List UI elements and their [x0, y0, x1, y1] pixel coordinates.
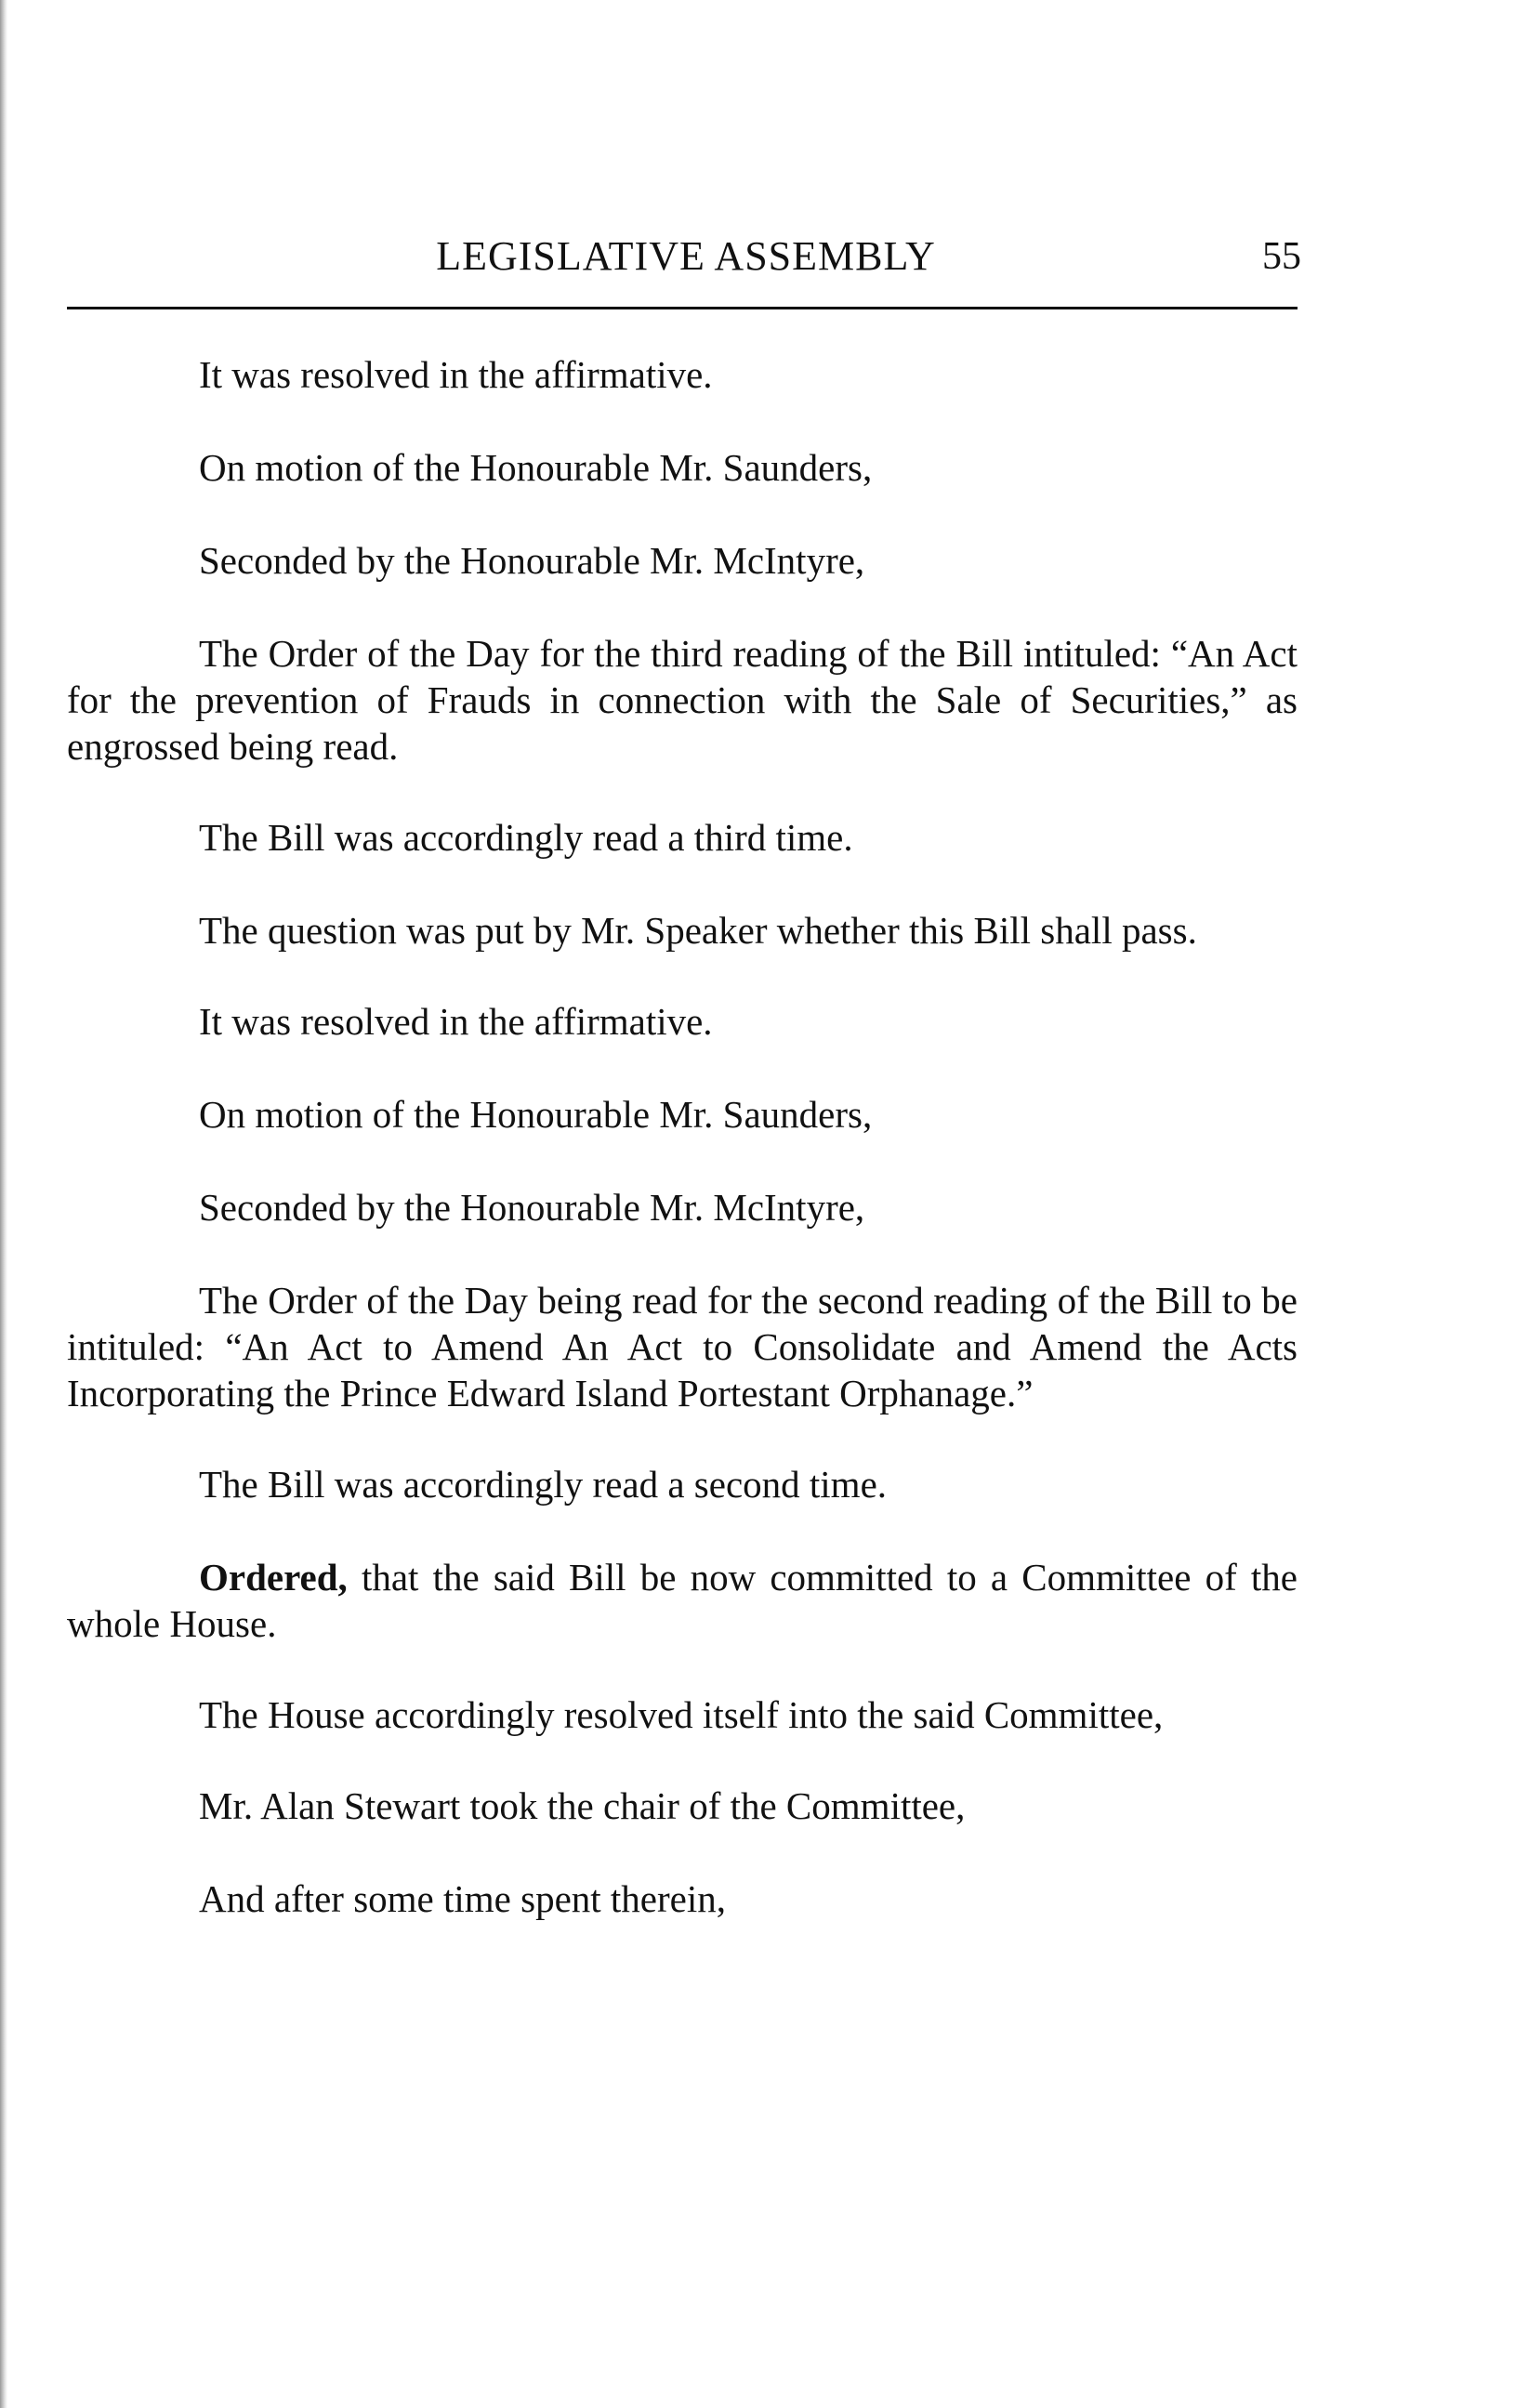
paragraph-text: The Bill was accordingly read a second time.	[199, 1463, 888, 1506]
paragraph-read-second-time	[67, 1461, 1298, 1507]
header-rule	[67, 307, 1298, 309]
paragraph-text: On motion of the Honourable Mr. Saunders,	[199, 1093, 873, 1136]
paragraph-ordered-committed	[67, 1554, 1298, 1647]
paragraph-read-third-time	[67, 814, 1298, 861]
paragraph-time-spent	[67, 1875, 1298, 1922]
paragraph-text: It was resolved in the affirmative.	[199, 1000, 713, 1043]
paragraph-text: The Bill was accordingly read a third time.	[199, 816, 853, 859]
paragraph-order-third-reading	[67, 630, 1298, 770]
paragraph-order-second-reading	[67, 1277, 1298, 1416]
paragraph-text: that the said Bill be now committed to a Committee of the whole House.	[67, 1556, 1298, 1645]
paragraph-text: The House accordingly resolved itself into the said Committee,	[199, 1693, 1164, 1736]
paragraph-text: On motion of the Honourable Mr. Saunders,	[199, 446, 873, 489]
paragraph-text: The Order of the Day for the third reading of the Bill intituled: “An Act for the prevention of Frauds in connection with the Sale of Securities,” as engrossed being read.	[67, 632, 1298, 768]
paragraph-text: The Order of the Day being read for the second reading of the Bill to be intituled: “An Act to Amend An Act to Consolidate and Amend the Acts Incorporating the Prince Edward Island Portestant Orphanage.”	[67, 1279, 1298, 1415]
page-number: 55	[1262, 235, 1301, 278]
paragraph-seconded	[67, 1184, 1298, 1230]
page-edge-shadow	[0, 0, 7, 2408]
paragraph-text: Seconded by the Honourable Mr. McIntyre,	[199, 1186, 865, 1229]
paragraph-motion	[67, 444, 1298, 491]
paragraph-text: Seconded by the Honourable Mr. McIntyre,	[199, 539, 865, 582]
paragraph-text: It was resolved in the affirmative.	[199, 353, 713, 396]
paragraph-lead: Ordered,	[199, 1556, 348, 1599]
paragraph-motion	[67, 1091, 1298, 1138]
paragraph-text: The question was put by Mr. Speaker whether this Bill shall pass.	[199, 909, 1197, 952]
paragraph-text: Mr. Alan Stewart took the chair of the Committee,	[199, 1784, 966, 1827]
running-title: LEGISLATIVE ASSEMBLY	[436, 233, 936, 279]
paragraph-question-put	[67, 907, 1298, 954]
paragraph-seconded	[67, 537, 1298, 584]
paragraph-house-resolved	[67, 1691, 1298, 1738]
body-text	[67, 351, 1298, 1968]
paragraph-resolved-affirmative	[67, 998, 1298, 1045]
paragraph-text: And after some time spent therein,	[199, 1877, 726, 1920]
paragraph-resolved-affirmative	[67, 351, 1298, 398]
paragraph-chair	[67, 1783, 1298, 1829]
running-head	[67, 232, 1305, 288]
